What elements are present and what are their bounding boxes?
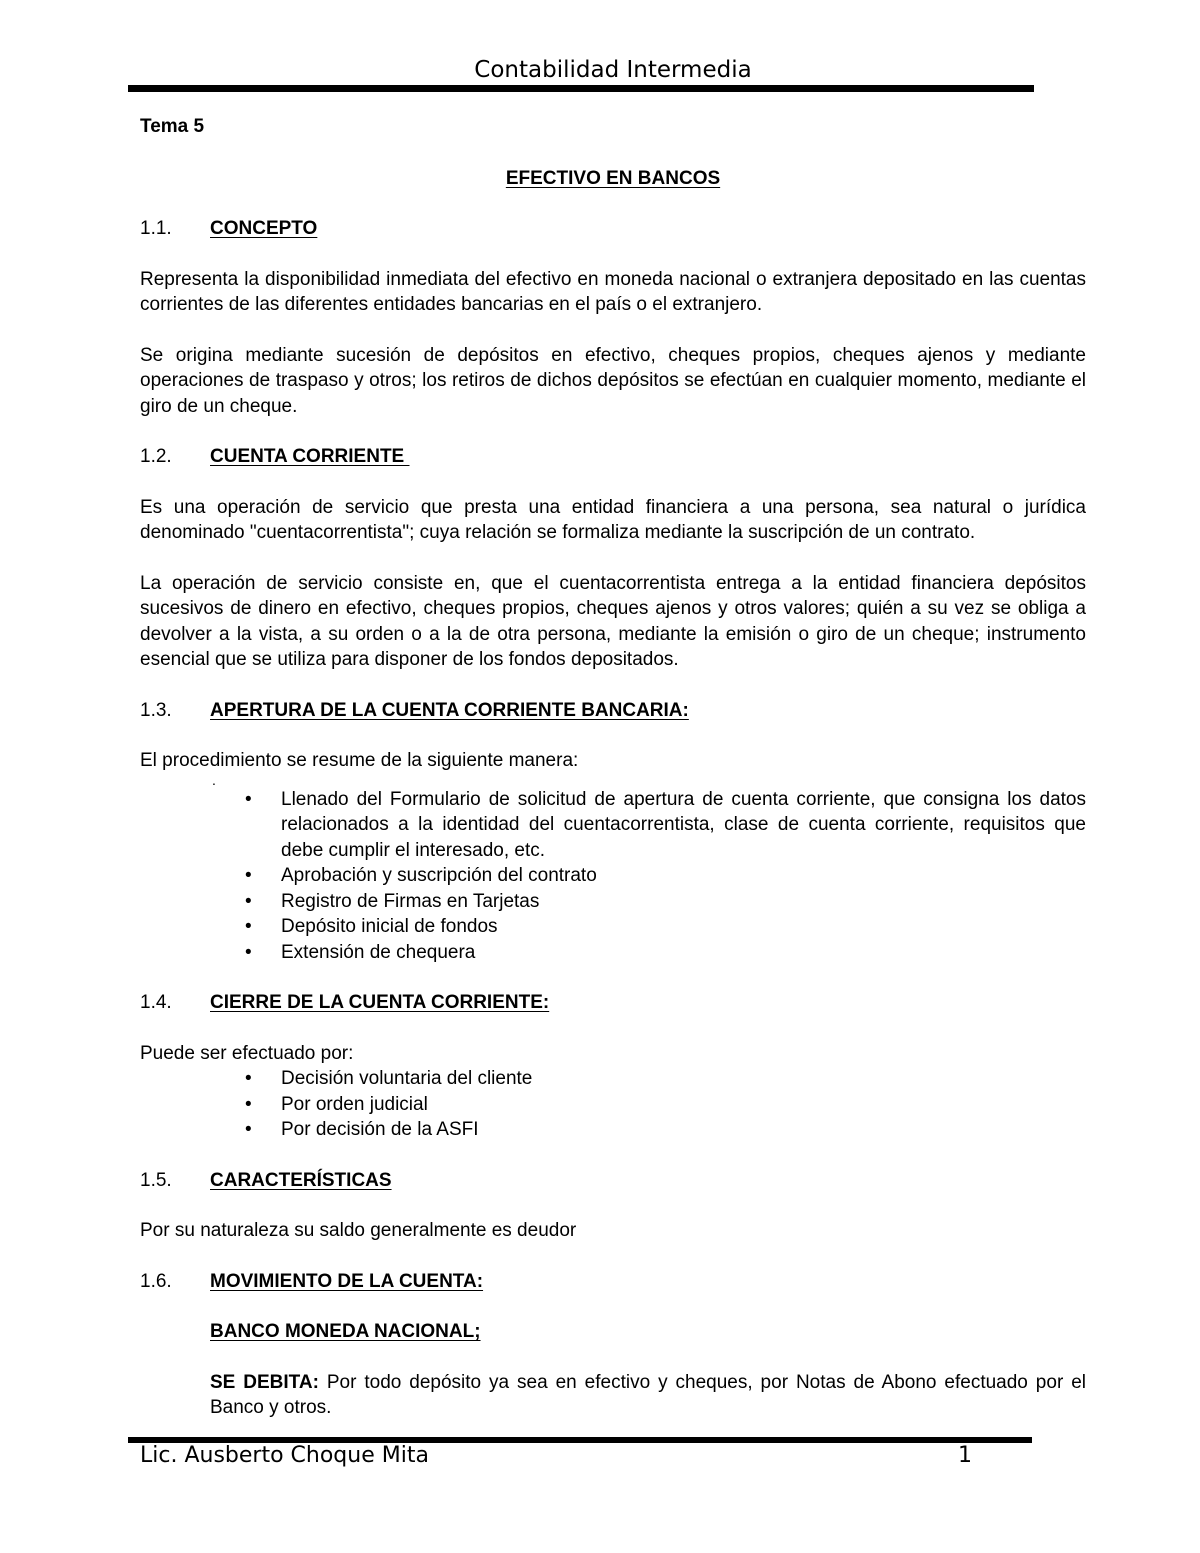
section-label: MOVIMIENTO DE LA CUENTA:: [210, 1270, 484, 1292]
list-item: [245, 914, 1086, 940]
footer-author: Lic. Ausberto Choque Mita: [140, 1443, 429, 1468]
section-number: 1.1.: [140, 218, 172, 239]
bullet-icon: •: [245, 916, 252, 937]
document-title: [140, 166, 1086, 192]
section-number: 1.6.: [140, 1270, 172, 1292]
list-item-text: Por orden judicial: [281, 1093, 428, 1115]
document-body: [140, 114, 1086, 1421]
list-item: [245, 1066, 1086, 1092]
section-label: CARACTERÍSTICAS: [210, 1169, 392, 1191]
section-heading-concepto: [140, 216, 1086, 242]
list-item-text: Extensión de chequera: [281, 941, 476, 963]
closure-list: [140, 1066, 1086, 1143]
list-item-text: Aprobación y suscripción del contrato: [281, 865, 597, 886]
section-label: CIERRE DE LA CUENTA CORRIENTE:: [210, 992, 550, 1013]
section-number: 1.2.: [140, 446, 172, 467]
section-heading-cuenta-corriente: [140, 444, 1086, 470]
paragraph-characteristics: Por su naturaleza su saldo generalmente es deudor: [140, 1220, 577, 1241]
section-number: 1.3.: [140, 699, 172, 721]
bullet-icon: •: [245, 865, 252, 886]
section-number: 1.5.: [140, 1169, 172, 1191]
section-heading-apertura: [140, 698, 1086, 724]
list-item: [245, 863, 1086, 889]
section-label: APERTURA DE LA CUENTA CORRIENTE BANCARIA:: [210, 699, 689, 721]
list-item-text: Registro de Firmas en Tarjetas: [281, 890, 540, 912]
list-item-text: Decisión voluntaria del cliente: [281, 1068, 533, 1089]
paragraph-account-1: Es una operación de servicio que presta una entidad financiera a una persona, sea natural o jurídica denominado "cuentacorrentista"; cuya relación se formaliza mediante la suscripción de un contrato.: [140, 496, 1086, 543]
paragraph-closure: Puede ser efectuado por:: [140, 1042, 354, 1064]
document-title-text: EFECTIVO EN BANCOS: [505, 167, 721, 189]
list-item: [245, 787, 1086, 864]
section-heading-cierre: [140, 990, 1086, 1016]
list-item: [245, 1092, 1086, 1118]
list-item-text: Depósito inicial de fondos: [281, 916, 498, 937]
paragraph-se-debita: [140, 1370, 1086, 1421]
debit-text: Por todo depósito ya sea en efectivo y cheques, por Notas de Abono efectuado por el Banco y otros.: [210, 1371, 1086, 1418]
list-item-text: Llenado del Formulario de solicitud de apertura de cuenta corriente, que consigna los datos relacionados a la identidad del cuentacorrentista, clase de cuenta corriente, requisitos que debe cumplir el interesado, etc.: [281, 788, 1086, 861]
subheading-text: BANCO MONEDA NACIONAL;: [210, 1321, 481, 1342]
header-title: Contabilidad Intermedia: [474, 57, 752, 83]
procedure-list: [140, 787, 1086, 966]
topic-label: Tema 5: [140, 116, 205, 137]
list-item: [245, 940, 1086, 966]
paragraph-account-2: La operación de servicio consiste en, que el cuentacorrentista entrega a la entidad financiera depósitos sucesivos de dinero en efectivo, cheques propios, cheques ajenos y otros valores; quién a su vez se obliga a devolver a la vista, a su orden o a la de otra persona, mediante la emisión o giro de un cheque; instrumento esencial que se utiliza para disponer de los fondos depositados.: [140, 572, 1086, 670]
list-item: [245, 889, 1086, 915]
debit-label: SE DEBITA:: [210, 1371, 319, 1393]
list-item: [245, 1117, 1086, 1143]
paragraph-concept-1: Representa la disponibilidad inmediata del efectivo en moneda nacional o extranjera depositado en las cuentas corrientes de las diferentes entidades bancarias en el país o el extranjero.: [140, 268, 1086, 315]
bullet-icon: •: [245, 1093, 252, 1115]
bullet-icon: •: [245, 941, 252, 963]
paragraph-procedure: El procedimiento se resume de la siguiente manera:: [140, 750, 579, 771]
page-number: 1: [958, 1443, 972, 1468]
section-heading-movimiento: [140, 1269, 1086, 1295]
stray-dot: .: [212, 771, 216, 788]
bullet-icon: •: [245, 890, 252, 912]
paragraph-concept-2: Se origina mediante sucesión de depósitos en efectivo, cheques propios, cheques ajenos y mediante operaciones de traspaso y otros; los retiros de dichos depósitos se efectúan en cualquier momento, mediante el giro de un cheque.: [140, 344, 1086, 417]
bullet-icon: •: [245, 788, 252, 810]
section-label: CUENTA CORRIENTE: [210, 446, 410, 467]
subheading-banco-mn: [140, 1319, 1086, 1345]
list-item-text: Por decisión de la ASFI: [281, 1119, 479, 1140]
bullet-icon: •: [245, 1119, 252, 1140]
header-rule: [128, 85, 1034, 92]
section-number: 1.4.: [140, 992, 172, 1013]
bullet-icon: •: [245, 1068, 252, 1089]
section-heading-caracteristicas: [140, 1168, 1086, 1194]
section-label: CONCEPTO: [210, 218, 318, 239]
